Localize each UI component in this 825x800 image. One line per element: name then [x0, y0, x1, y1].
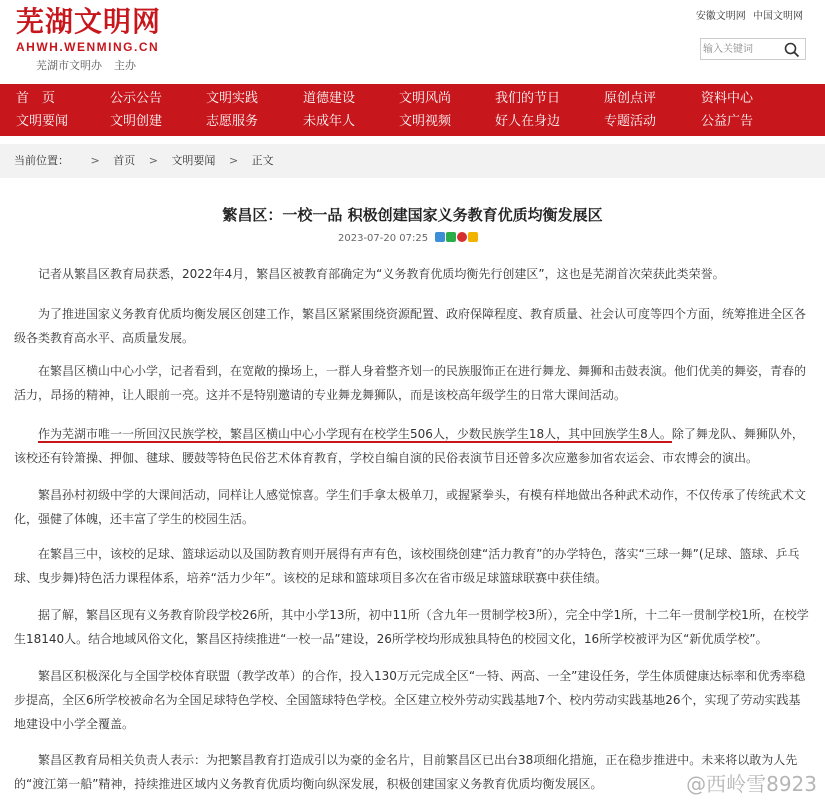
breadcrumb-label: 当前位置：: [14, 154, 69, 167]
nav-civil-customs[interactable]: 文明风尚: [399, 91, 452, 106]
nav-public-ads[interactable]: 公益广告: [701, 114, 754, 129]
share-weibo-icon[interactable]: [457, 232, 467, 242]
search-icon[interactable]: [783, 41, 801, 59]
nav-minors[interactable]: 未成年人: [303, 114, 356, 129]
breadcrumb-separator: >: [148, 154, 158, 167]
site-header: [0, 0, 825, 84]
highlighted-sentence: 作为芜湖市唯一一所回汉民族学校，繁昌区横山中心小学现有在校学生506人，少数民族学生18人，其中回族学生8人。: [38, 427, 672, 441]
nav-announcements[interactable]: 公示公告: [110, 91, 163, 106]
link-anhui-wenming[interactable]: 安徽文明网: [695, 11, 746, 22]
article-paragraph: 为了推进国家义务教育优质均衡发展区创建工作，繁昌区紧紧围绕资源配置、政府保障程度、教育质量、社会认可度等四个方面，统筹推进全区各级各类教育高水平、高质量发展。: [14, 307, 807, 345]
article-title: 繁昌区：一校一品 积极创建国家义务教育优质均衡发展区: [222, 206, 603, 224]
nav-good-people[interactable]: 好人在身边: [495, 114, 561, 129]
share-plus-icon[interactable]: [435, 232, 445, 242]
share-wechat-icon[interactable]: [446, 232, 456, 242]
breadcrumb-news[interactable]: 文明要闻: [171, 154, 216, 167]
main-nav: [0, 84, 825, 136]
nav-our-festivals[interactable]: 我们的节日: [495, 91, 561, 106]
logo-cn: 芜湖文明网: [16, 5, 162, 38]
nav-volunteer-service[interactable]: 志愿服务: [206, 114, 259, 129]
sponsor-line: [16, 57, 161, 73]
watermark: @西岭雪8923: [686, 772, 817, 796]
article-paragraph: 繁昌孙村初级中学的大课间活动，同样让人感觉惊喜。学生们手拿太极单刀，或握紧拳头，有模有样地做出各种武术动作，不仅传承了传统武术文化，强健了体魄，还丰富了学生的校园生活。: [14, 488, 807, 526]
article-paragraph: 繁昌区教育局相关负责人表示：为把繁昌教育打造成引以为豪的金名片，目前繁昌区已出台38项细化措施，正在稳步推进中。未来将以敢为人先的“渡江第一船”精神，持续推进区域内义务教育优质均衡向纵深发展，积极创建国家义务教育优质均衡发展区。: [14, 753, 798, 791]
nav-civilization-practice[interactable]: 文明实践: [206, 91, 259, 106]
nav-resource-center[interactable]: 资料中心: [701, 91, 754, 106]
top-links: [692, 7, 803, 22]
sponsor-org: 芜湖市文明办: [36, 59, 102, 72]
article-paragraph: 据了解，繁昌区现有义务教育阶段学校26所，其中小学13所，初中11所（含九年一贯制学校3所），完全中学1所，十二年一贯制学校1所，在校学生18140人。结合地域风俗文化，繁昌区持续推进“一校一品”建设，26所学校均形成独具特色的校园文化，16所学校被评为区“新优质学校”。: [14, 608, 809, 646]
article-paragraph: 繁昌区积极深化与全国学校体育联盟（教学改革）的合作，投入130万元完成全区“一特、两高、一全”建设任务，学生体质健康达标率和优秀率稳步提高，全区6所学校被命名为全国足球特色学校、全国篮球特色学校。全区建立校外劳动实践基地7个、校内劳动实践基地26个，实现了劳动实践基地建设中小学全覆盖。: [14, 669, 806, 731]
breadcrumb-home[interactable]: 首页: [113, 154, 136, 167]
nav-special-events[interactable]: 专题活动: [604, 114, 657, 129]
logo-en: AHWH.WENMING.CN: [16, 40, 160, 54]
nav-civil-video[interactable]: 文明视频: [399, 114, 452, 129]
nav-row-1: [0, 87, 825, 111]
breadcrumb-current: 正文: [251, 154, 274, 167]
link-china-wenming[interactable]: 中国文明网: [753, 11, 803, 22]
search-input[interactable]: [703, 40, 777, 58]
nav-civil-creation[interactable]: 文明创建: [110, 114, 163, 129]
share-favorite-icon[interactable]: [468, 232, 478, 242]
site-logo[interactable]: [16, 6, 161, 73]
nav-row-2: [0, 110, 825, 134]
article-paragraph: 记者从繁昌区教育局获悉，2022年4月，繁昌区被教育部确定为“义务教育优质均衡先行创建区”，这也是芜湖首次荣获此类荣誉。: [38, 267, 725, 281]
nav-original-comments[interactable]: 原创点评: [604, 91, 657, 106]
breadcrumb: [0, 144, 825, 178]
search-box: [700, 38, 806, 60]
nav-home[interactable]: 首 页: [16, 91, 56, 106]
nav-moral-building[interactable]: 道德建设: [303, 91, 356, 106]
breadcrumb-separator: >: [228, 154, 239, 167]
sponsor-role: 主办: [114, 59, 136, 72]
paragraph-rest: 除了舞龙队、舞狮队外，该校还有铃箫操、押伽、毽球、腰鼓等特色民俗艺术体育教育，学校自编自演的民俗表演节目还曾多次应邀参加省农运会、市农博会的演出。: [14, 427, 804, 465]
article-datetime: 2023-07-20 07:25: [338, 233, 429, 244]
article-meta: [338, 231, 479, 245]
share-bar: [435, 231, 479, 245]
article-paragraph: 在繁昌区横山中心小学，记者看到，在宽敞的操场上，一群人身着整齐划一的民族服饰正在进行舞龙、舞狮和击鼓表演。他们优美的舞姿，青春的活力，昂扬的精神，让人眼前一亮。这并不是特别邀请的专业舞龙舞狮队，而是该校高年级学生的日常大课间活动。: [14, 364, 807, 402]
article-paragraph: 在繁昌三中，该校的足球、篮球运动以及国防教育则开展得有声有色，该校围绕创建“活力教育”的办学特色，落实“三球一舞”(足球、篮球、乒乓球、曳步舞)特色活力课程体系，培养“活力少年”。该校的足球和篮球项目多次在省市级足球篮球联赛中获佳绩。: [14, 547, 800, 585]
article-paragraph: [14, 422, 812, 470]
nav-civil-news[interactable]: 文明要闻: [16, 114, 69, 129]
breadcrumb-separator: >: [90, 154, 100, 167]
